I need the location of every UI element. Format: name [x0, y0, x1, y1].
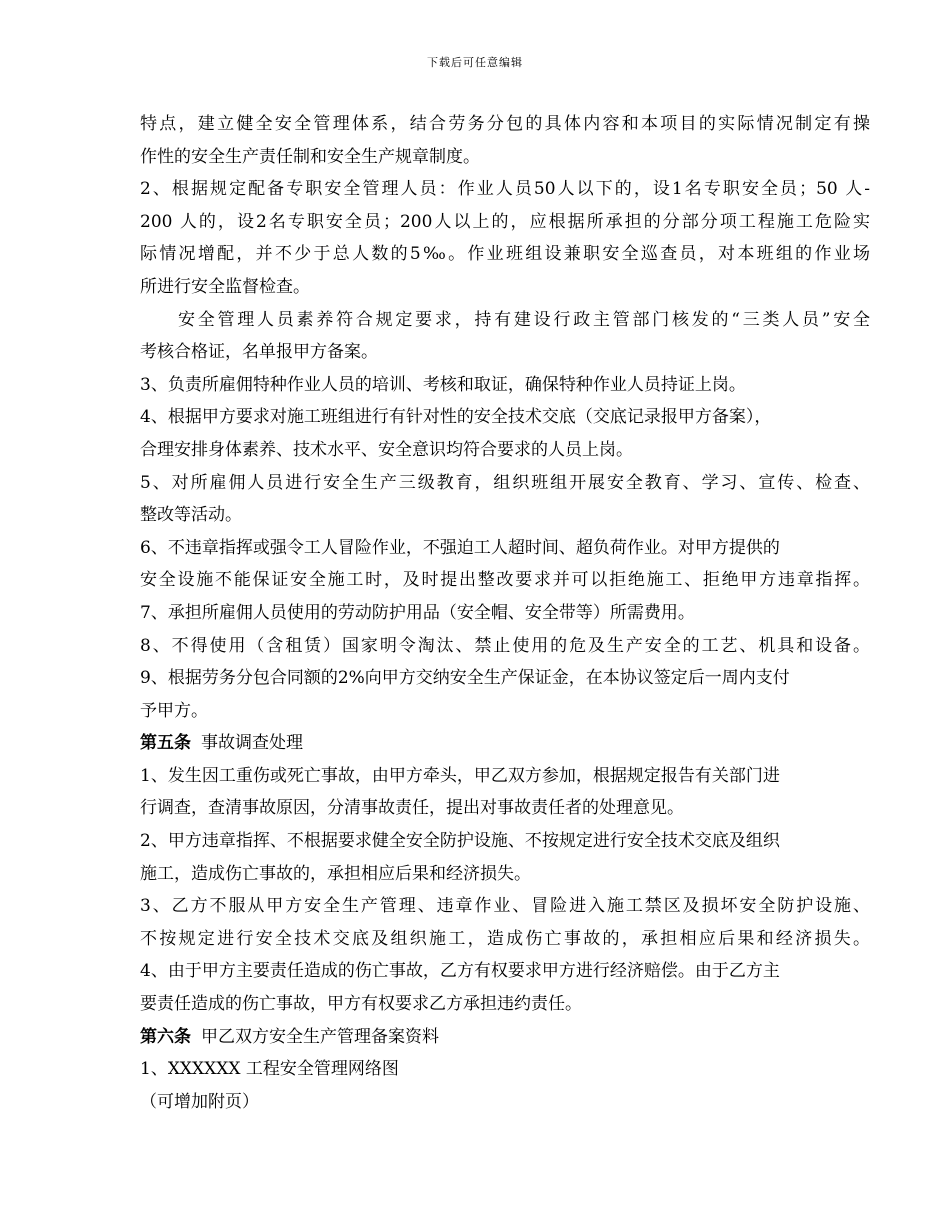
text-line: 作性的安全生产责任制和安全生产规章制度。: [140, 146, 480, 167]
text-line: 200 人的，设2名专职安全员；200人以上的，应根据所承担的分部分项工程施工危险实: [140, 211, 870, 232]
section-heading-6: [140, 1021, 870, 1054]
text-line: 安全管理人员素养符合规定要求，持有建设行政主管部门核发的“三类人员”安全: [178, 309, 870, 330]
text-line: （可增加附页）: [140, 1091, 259, 1112]
section-title: 事故调查处理: [201, 733, 303, 754]
text-line: 3、负责所雇佣特种作业人员的培训、考核和取证，确保特种作业人员持证上岗。: [140, 374, 746, 395]
text-line: 3、乙方不服从甲方安全生产管理、违章作业、冒险进入施工禁区及损坏安全防护设施、: [140, 896, 870, 917]
section-title: 甲乙双方安全生产管理备案资料: [201, 1026, 439, 1047]
text-line: 要责任造成的伤亡事故，甲方有权要求乙方承担违约责任。: [140, 994, 582, 1015]
text-line: 7、承担所雇佣人员使用的劳动防护用品（安全帽、安全带等）所需费用。: [140, 602, 695, 623]
text-line: 不按规定进行安全技术交底及组织施工，造成伤亡事故的，承担相应后果和经济损失。: [140, 928, 870, 949]
text-line: 2、甲方违章指挥、不根据要求健全安全防护设施、不按规定进行安全技术交底及组织: [140, 831, 780, 852]
section-label: 第五条: [140, 733, 191, 754]
page-header: 下载后可任意编辑: [427, 56, 523, 69]
text-line: 2、根据规定配备专职安全管理人员：作业人员50人以下的，设1名专职安全员；50 人-: [140, 179, 870, 200]
text-line: 4、由于甲方主要责任造成的伤亡事故，乙方有权要求甲方进行经济赔偿。由于乙方主: [140, 961, 780, 982]
text-line: 8、不得使用（含租赁）国家明令淘汰、禁止使用的危及生产安全的工艺、机具和设备。: [140, 635, 870, 656]
section-label: 第六条: [140, 1026, 191, 1047]
text-line: 安全设施不能保证安全施工时，及时提出整改要求并可以拒绝施工、拒绝甲方违章指挥。: [140, 570, 870, 591]
text-line: 施工，造成伤亡事故的，承担相应后果和经济损失。: [140, 863, 531, 884]
text-line: 9、根据劳务分包合同额的2%向甲方交纳安全生产保证金，在本协议签定后一周内支付: [140, 668, 790, 689]
text-line: 考核合格证，名单报甲方备案。: [140, 342, 378, 363]
text-line: 4、根据甲方要求对施工班组进行有针对性的安全技术交底（交底记录报甲方备案），: [140, 407, 772, 428]
text-line: 6、不违章指挥或强令工人冒险作业，不强迫工人超时间、超负荷作业。对甲方提供的: [140, 537, 780, 558]
text-line: 特点，建立健全安全管理体系，结合劳务分包的具体内容和本项目的实际情况制定有操: [140, 114, 870, 134]
text-line: 1、发生因工重伤或死亡事故，由甲方牵头，甲乙双方参加，根据规定报告有关部门进: [140, 765, 780, 786]
text-line: 行调查，查清事故原因，分清事故责任，提出对事故责任者的处理意见。: [140, 798, 684, 819]
text-line: 1、XXXXXX 工程安全管理网络图: [140, 1059, 399, 1080]
text-line: 所进行安全监督检查。: [140, 276, 310, 297]
text-line: 予甲方。: [140, 700, 208, 721]
text-line: 整改等活动。: [140, 505, 242, 526]
section-heading-5: [140, 727, 870, 760]
text-line: 际情况增配，并不少于总人数的5‰。作业班组设兼职安全巡查员，对本班组的作业场: [140, 244, 870, 265]
text-line: 合理安排身体素养、技术水平、安全意识均符合要求的人员上岗。: [140, 439, 633, 460]
document-body: [140, 108, 870, 1118]
text-line: 5、对所雇佣人员进行安全生产三级教育，组织班组开展安全教育、学习、宣传、检查、: [140, 472, 870, 493]
